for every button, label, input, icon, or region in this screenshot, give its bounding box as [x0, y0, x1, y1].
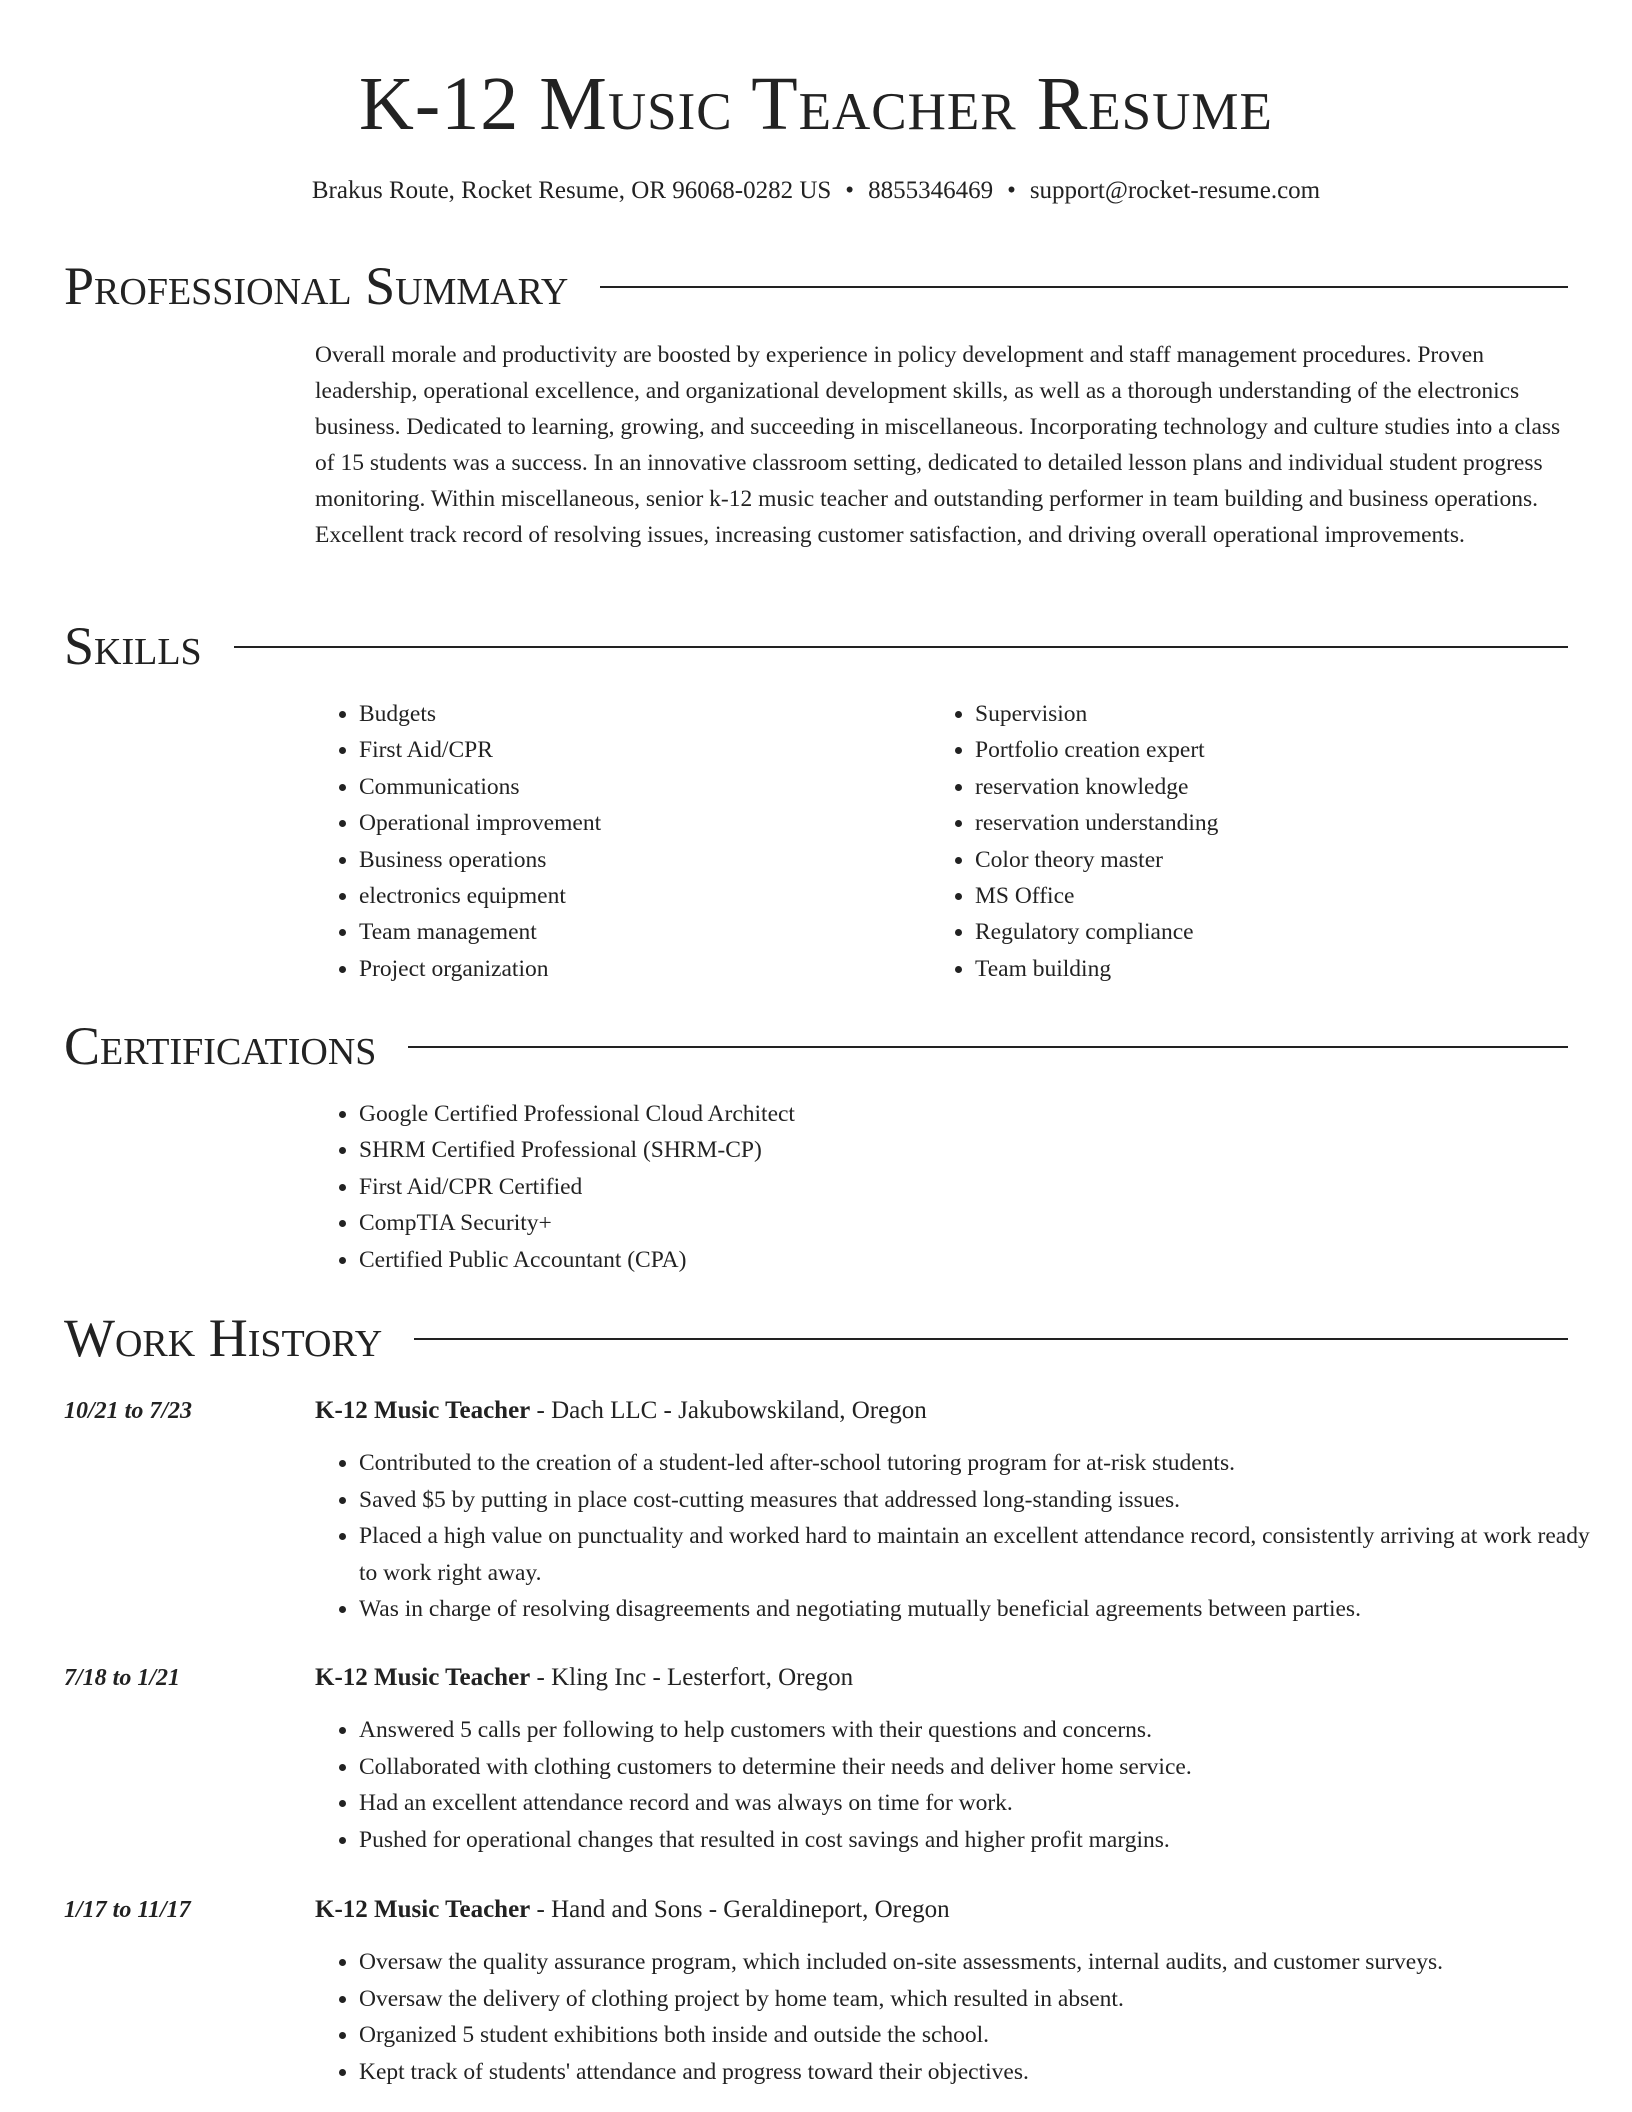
job-details: - Hand and Sons - Geraldineport, Oregon	[530, 1896, 950, 1923]
skill-item: • Team building	[975, 951, 1575, 987]
skills-list-left	[315, 696, 919, 987]
job-bullet: • Was in charge of resolving disagreements and negotiating mutually beneficial agreements between parties.	[359, 1591, 1611, 1628]
job-bullet: • Contributed to the creation of a student-led after-school tutoring program for at-risk students.	[359, 1445, 1611, 1482]
resume-title: K-12 Music Teacher Resume	[359, 62, 1273, 146]
job-bullets	[315, 1712, 1611, 1858]
skill-item: • Operational improvement	[359, 805, 919, 841]
skill-item: • Color theory master	[975, 842, 1575, 878]
job-heading	[315, 1893, 950, 1927]
section-skills	[64, 614, 1568, 678]
phone: 8855346469	[868, 177, 994, 204]
certification-item: • Certified Public Accountant (CPA)	[359, 1242, 1559, 1278]
skill-item: • reservation knowledge	[975, 769, 1575, 805]
job-bullet: • Answered 5 calls per following to help customers with their questions and concerns.	[359, 1712, 1611, 1749]
section-professional-summary	[64, 254, 1568, 318]
email: support@rocket-resume.com	[1029, 177, 1321, 204]
job-bullet: • Kept track of students' attendance and progress toward their objectives.	[359, 2054, 1611, 2091]
job-dates: 10/21 to 7/23	[64, 1398, 193, 1424]
skill-item: • Business operations	[359, 842, 919, 878]
job-bullets	[315, 1445, 1611, 1628]
job-heading	[315, 1394, 927, 1428]
section-divider	[408, 1046, 1568, 1048]
skill-item: • Regulatory compliance	[975, 914, 1575, 950]
job-bullet: • Collaborated with clothing customers to determine their needs and deliver home service.	[359, 1749, 1611, 1786]
job-role: K-12 Music Teacher	[315, 1664, 531, 1691]
skill-item: • Team management	[359, 914, 919, 950]
skill-item: • reservation understanding	[975, 805, 1575, 841]
certification-item: • CompTIA Security+	[359, 1205, 1559, 1241]
section-title: Skills	[64, 616, 202, 676]
job-bullet: • Oversaw the quality assurance program, which included on-site assessments, internal audits, and customer surveys.	[359, 1944, 1611, 1981]
section-divider	[414, 1338, 1568, 1340]
section-work-history	[64, 1306, 1568, 1370]
skill-item: • Portfolio creation expert	[975, 732, 1575, 768]
contact-separator: •	[845, 177, 855, 204]
job-bullets	[315, 1944, 1611, 2090]
job-dates: 7/18 to 1/21	[64, 1665, 181, 1691]
skill-item: • MS Office	[975, 878, 1575, 914]
contact-separator: •	[1007, 177, 1016, 204]
section-title: Certifications	[64, 1016, 377, 1076]
skill-item: • Project organization	[359, 951, 919, 987]
job-bullet: • Saved $5 by putting in place cost-cutting measures that addressed long-standing issues.	[359, 1482, 1611, 1519]
certifications-list	[315, 1096, 1559, 1278]
section-title: Work History	[64, 1308, 383, 1368]
certification-item: • SHRM Certified Professional (SHRM-CP)	[359, 1132, 1559, 1168]
skill-item: • Communications	[359, 769, 919, 805]
section-divider	[600, 286, 1568, 288]
skill-item: • First Aid/CPR	[359, 732, 919, 768]
job-details: - Dach LLC - Jakubowskiland, Oregon	[530, 1397, 927, 1424]
job-bullet: • Placed a high value on punctuality and worked hard to maintain an excellent attendance record, consistently arriving at work ready to work right away.	[359, 1518, 1611, 1591]
job-bullet: • Had an excellent attendance record and was always on time for work.	[359, 1785, 1611, 1822]
skill-item: • electronics equipment	[359, 878, 919, 914]
section-certifications	[64, 1014, 1568, 1078]
job-role: K-12 Music Teacher	[315, 1397, 531, 1424]
job-bullet: • Oversaw the delivery of clothing project by home team, which resulted in absent.	[359, 1981, 1611, 2018]
job-heading	[315, 1661, 853, 1695]
job-bullet: • Pushed for operational changes that resulted in cost savings and higher profit margins.	[359, 1822, 1611, 1859]
job-bullet: • Organized 5 student exhibitions both inside and outside the school.	[359, 2017, 1611, 2054]
summary-text: Overall morale and productivity are boosted by experience in policy development and staff management procedures. Proven leadership, operational excellence, and organizational development skills, as well as a thorough understanding of the electronics business. Dedicated to learning, growing, and succeeding in miscellaneous. Incorporating technology and culture studies into a class of 15 students was a success. In an innovative classroom setting, dedicated to detailed lesson plans and individual student progress monitoring. Within miscellaneous, senior k-12 music teacher and outstanding performer in team building and business operations. Excellent track record of resolving issues, increasing customer satisfaction, and driving overall operational improvements.	[315, 342, 1561, 548]
section-title: Professional Summary	[64, 256, 569, 316]
job-details: - Kling Inc - Lesterfort, Oregon	[530, 1664, 854, 1691]
certification-item: • First Aid/CPR Certified	[359, 1169, 1559, 1205]
skill-item: • Budgets	[359, 696, 919, 732]
job-role: K-12 Music Teacher	[315, 1896, 531, 1923]
skill-item: • Supervision	[975, 696, 1575, 732]
address: Brakus Route, Rocket Resume, OR 96068-0282 US	[311, 177, 832, 204]
skills-list-right	[931, 696, 1575, 987]
contact-line	[0, 174, 1632, 208]
job-dates: 1/17 to 11/17	[64, 1897, 191, 1923]
section-divider	[234, 646, 1568, 648]
certification-item: • Google Certified Professional Cloud Architect	[359, 1096, 1559, 1132]
